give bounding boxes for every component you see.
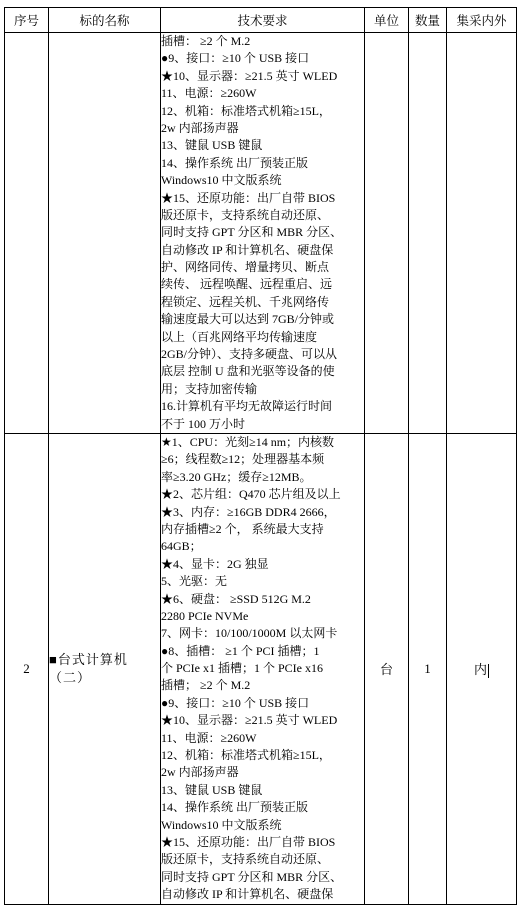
spec-line: 64GB； <box>161 539 202 554</box>
spec-line: ★10、显示器：≥21.5 英寸 WLED <box>161 713 338 728</box>
spec-line: 13、键鼠 USB 键鼠 <box>161 782 263 797</box>
spec-line: 用；支持加密传输 <box>161 381 258 396</box>
spec-line: ★15、还原功能：出厂自带 BIOS <box>161 190 336 205</box>
spec-line: ★4、显卡：2G 独显 <box>161 556 269 571</box>
spec-line: 不于 100 万小时 <box>161 416 246 431</box>
spec-line: 2w 内部扬声器 <box>161 765 239 780</box>
row2-qty: 1 <box>409 433 447 904</box>
spec-line: 自动修改 IP 和计算机名、硬盘保 <box>161 242 334 257</box>
spec-line: ★3、内存：≥16GB DDR4 2666， <box>161 504 336 519</box>
table-row-2 <box>5 433 517 904</box>
spec-line: 版还原卡，支持系统自动还原、 <box>161 852 330 867</box>
header-scope: 集采内外 <box>447 8 517 33</box>
row1-index-cell <box>5 33 49 434</box>
row1-name-cell <box>49 33 161 434</box>
spec-line: 以上（百兆网络平均传输速度 <box>161 329 318 344</box>
row2-name: ■台式计算机（二） <box>49 433 161 904</box>
header-unit: 单位 <box>365 8 409 33</box>
row2-unit: 台 <box>365 433 409 904</box>
spec-line: Windows10 中文版系统 <box>161 173 282 188</box>
spec-line: 同时支持 GPT 分区和 MBR 分区、 <box>161 225 343 240</box>
row1-scope-cell <box>447 33 517 434</box>
row2-scope: 内 <box>473 662 487 678</box>
spec-line: 2280 PCIe NVMe <box>161 608 249 623</box>
spec-line: 内存插槽≥2 个， 系统最大支持 <box>161 521 324 536</box>
row1-unit-cell <box>365 33 409 434</box>
table-header-row <box>5 8 517 33</box>
spec-line: 护、网络同传、增量拷贝、断点 <box>161 260 330 275</box>
text-cursor <box>488 664 489 678</box>
spec-line: ★6、硬盘： ≥SSD 512G M.2 <box>161 591 311 606</box>
spec-line: 个 PCIe x1 插槽；1 个 PCIe x16 <box>161 661 324 676</box>
row2-scope-cell[interactable] <box>447 433 517 904</box>
spec-line: ●9、接口：≥10 个 USB 接口 <box>161 51 310 66</box>
spec-line: ★15、还原功能：出厂自带 BIOS <box>161 834 336 849</box>
row1-spec-cell <box>161 33 365 434</box>
spec-line: 底层 控制 U 盘和光驱等设备的使 <box>161 364 335 379</box>
row1-qty-cell <box>409 33 447 434</box>
spec-line: 插槽； ≥2 个 M.2 <box>161 678 251 693</box>
spec-line: ★1、CPU：光刻≥14 nm；内核数 <box>161 434 335 449</box>
spec-line: 自动修改 IP 和计算机名、硬盘保 <box>161 887 334 902</box>
spec-line: 7、网卡：10/100/1000M 以太网卡 <box>161 626 338 641</box>
spec-line: 插槽： ≥2 个 M.2 <box>161 34 251 48</box>
row2-index: 2 <box>5 433 49 904</box>
spec-line: 2w 内部扬声器 <box>161 120 239 135</box>
header-qty: 数量 <box>409 8 447 33</box>
spec-line: 12、机箱：标准塔式机箱≥15L， <box>161 103 331 118</box>
spec-line: 程锁定、远程关机、千兆网络传 <box>161 294 330 309</box>
spec-line: ≥6；线程数≥12；处理器基本频 <box>161 452 325 467</box>
spec-line: 2GB/分钟）、支持多硬盘、可以从 <box>161 347 338 362</box>
table-row-1-continued <box>5 33 517 434</box>
spec-line: 输速度最大可以达到 7GB/分钟或 <box>161 312 335 327</box>
spec-line: 11、电源：≥260W <box>161 730 257 745</box>
header-index: 序号 <box>5 8 49 33</box>
spec-line: ★10、显示器：≥21.5 英寸 WLED <box>161 68 338 83</box>
spec-line: 13、键鼠 USB 键鼠 <box>161 138 263 153</box>
header-spec: 技术要求 <box>161 8 365 33</box>
spec-line: Windows10 中文版系统 <box>161 817 282 832</box>
spec-line: ●8、插槽： ≥1 个 PCI 插槽；1 <box>161 643 320 658</box>
row2-spec-cell <box>161 433 365 904</box>
spec-line: 11、电源：≥260W <box>161 86 257 101</box>
header-name: 标的名称 <box>49 8 161 33</box>
spec-line: 12、机箱：标准塔式机箱≥15L， <box>161 748 331 763</box>
spec-line: 版还原卡，支持系统自动还原、 <box>161 207 330 222</box>
spec-line: 16.计算机有平均无故障运行时间 <box>161 399 333 414</box>
spec-line: 14、操作系统 出厂预装正版 <box>161 800 309 815</box>
spec-line: 续传、 远程唤醒、远程重启、远 <box>161 277 333 292</box>
spec-line: 同时支持 GPT 分区和 MBR 分区、 <box>161 869 343 884</box>
spec-line: 率≥3.20 GHz；缓存≥12MB。 <box>161 469 312 484</box>
spec-line: 14、操作系统 出厂预装正版 <box>161 155 309 170</box>
spec-line: 5、光驱：无 <box>161 574 228 589</box>
spec-line: ●9、接口：≥10 个 USB 接口 <box>161 695 310 710</box>
spec-line: ★2、芯片组：Q470 芯片组及以上 <box>161 487 341 502</box>
procurement-spec-table <box>4 7 517 905</box>
